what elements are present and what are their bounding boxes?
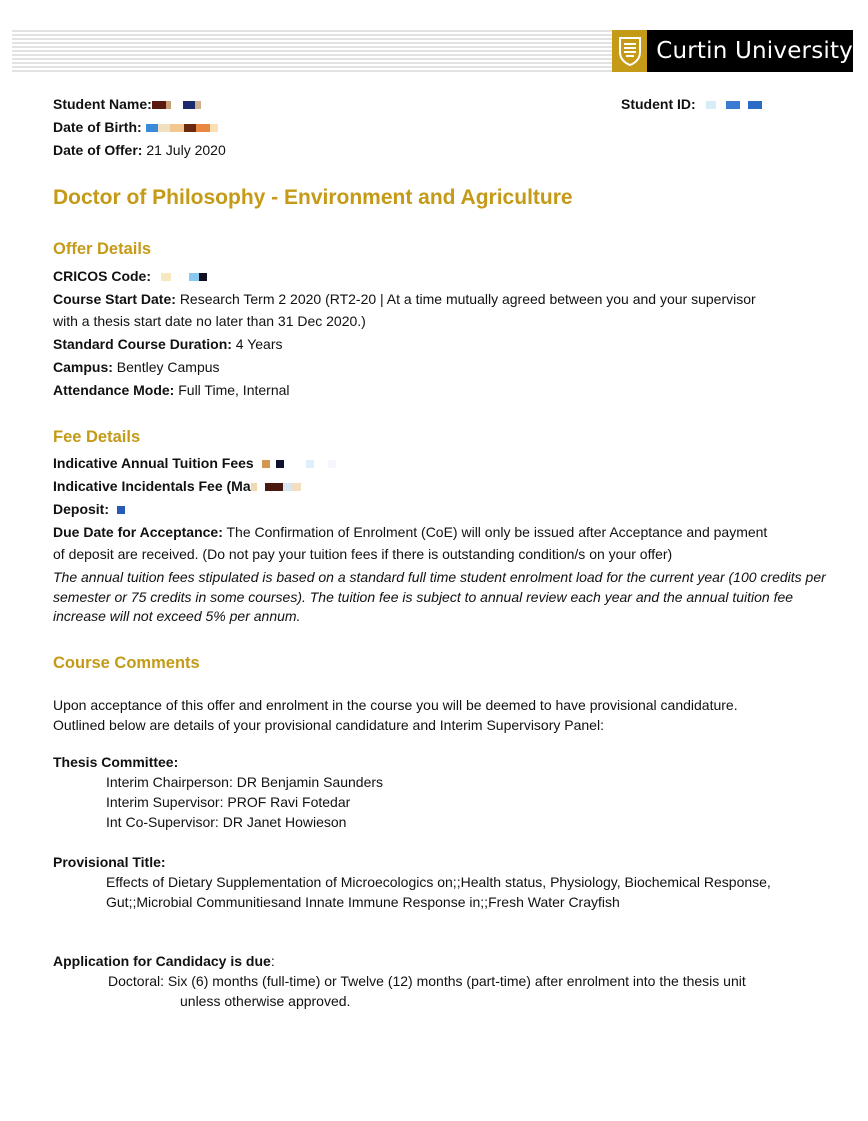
attendance-row — [53, 381, 290, 400]
student-id-label: Student ID: — [621, 96, 696, 112]
redacted-dob — [146, 119, 218, 135]
duration-row — [53, 335, 283, 354]
committee-supervisor: Interim Supervisor: PROF Ravi Fotedar — [106, 794, 351, 810]
university-logo — [612, 30, 853, 72]
due-date-value: The Confirmation of Enrolment (CoE) will only be issued after Acceptance and payment — [226, 524, 768, 540]
attendance-label: Attendance Mode: — [53, 382, 175, 398]
provisional-title-label: Provisional Title: — [53, 854, 166, 870]
shield-crest-icon — [612, 30, 647, 72]
start-date-label: Course Start Date: — [53, 291, 176, 307]
deposit-row — [53, 500, 175, 519]
committee-co-supervisor: Int Co-Supervisor: DR Janet Howieson — [106, 814, 347, 830]
due-date-row — [53, 523, 767, 542]
offer-details-heading: Offer Details — [53, 240, 152, 258]
start-date-continuation: with a thesis start date no later than 31 Dec 2020.) — [53, 313, 366, 329]
offer-date-value: 21 July 2020 — [146, 142, 226, 158]
deposit-label: Deposit: — [53, 501, 109, 517]
course-comments-heading: Course Comments — [53, 654, 200, 672]
start-date-value: Research Term 2 2020 (RT2-20 | At a time mutually agreed between you and your supervisor — [179, 291, 756, 307]
thesis-committee-label: Thesis Committee: — [53, 754, 179, 770]
candidacy-due-row — [53, 952, 275, 971]
campus-label: Campus: — [53, 359, 113, 375]
attendance-value: Full Time, Internal — [178, 382, 290, 398]
incidentals-row — [53, 477, 301, 496]
provisional-title-line-1: Effects of Dietary Supplementation of Microecologics on;;Health status, Physiology, Biochemical Response, — [106, 874, 771, 890]
offer-date-label: Date of Offer: — [53, 142, 143, 158]
candidature-intro-1: Upon acceptance of this offer and enrolment in the course you will be deemed to have provisional candidature. — [53, 697, 738, 713]
campus-value: Bentley Campus — [116, 359, 220, 375]
candidacy-doctoral-line-2: unless otherwise approved. — [180, 993, 351, 1009]
duration-label: Standard Course Duration: — [53, 336, 232, 352]
tuition-label: Indicative Annual Tuition Fees — [53, 455, 254, 471]
candidacy-doctoral-line-1: Doctoral: Six (6) months (full-time) or Twelve (12) months (part-time) after enrolment into the thesis unit — [108, 973, 746, 989]
dob-row — [53, 118, 218, 137]
tuition-fee-note: The annual tuition fees stipulated is based on a standard full time student enrolment load for the current year (100 credits per semester or 75 credits in some courses). The tuition fee is subject to annual review each year and the annual tuition fee increase will not exceed 5% per annum. — [53, 569, 826, 624]
dob-label: Date of Birth: — [53, 119, 142, 135]
student-id-row — [621, 95, 762, 114]
redacted-student-id — [700, 96, 762, 112]
course-title: Doctor of Philosophy - Environment and Agriculture — [53, 186, 573, 209]
redacted-incidentals — [251, 478, 301, 494]
cricos-row — [53, 267, 207, 286]
start-date-row — [53, 290, 756, 309]
candidacy-due-label: Application for Candidacy is due — [53, 953, 271, 969]
campus-row — [53, 358, 220, 377]
duration-value: 4 Years — [235, 336, 283, 352]
redacted-deposit — [113, 501, 175, 517]
provisional-title-line-2: Gut;;Microbial Communitiesand Innate Immune Response in;;Fresh Water Crayfish — [106, 894, 620, 910]
redacted-cricos — [155, 268, 207, 284]
candidature-intro-2: Outlined below are details of your provisional candidature and Interim Supervisory Panel: — [53, 717, 604, 733]
candidacy-due-colon: : — [270, 953, 275, 969]
due-date-label: Due Date for Acceptance: — [53, 524, 223, 540]
due-date-continuation: of deposit are received. (Do not pay your tuition fees if there is outstanding condition/s on your offer) — [53, 546, 673, 562]
header-stripes — [12, 30, 612, 72]
fee-details-heading: Fee Details — [53, 428, 141, 446]
incidentals-label: Indicative Incidentals Fee (Ma — [53, 478, 251, 494]
offer-date-row — [53, 141, 226, 160]
redacted-name — [152, 96, 201, 112]
student-name-row — [53, 95, 201, 114]
student-name-label: Student Name: — [53, 96, 152, 112]
university-name: Curtin University — [656, 38, 853, 64]
redacted-tuition — [254, 455, 336, 471]
committee-chairperson: Interim Chairperson: DR Benjamin Saunders — [106, 774, 384, 790]
tuition-row — [53, 454, 336, 473]
cricos-label: CRICOS Code: — [53, 268, 151, 284]
